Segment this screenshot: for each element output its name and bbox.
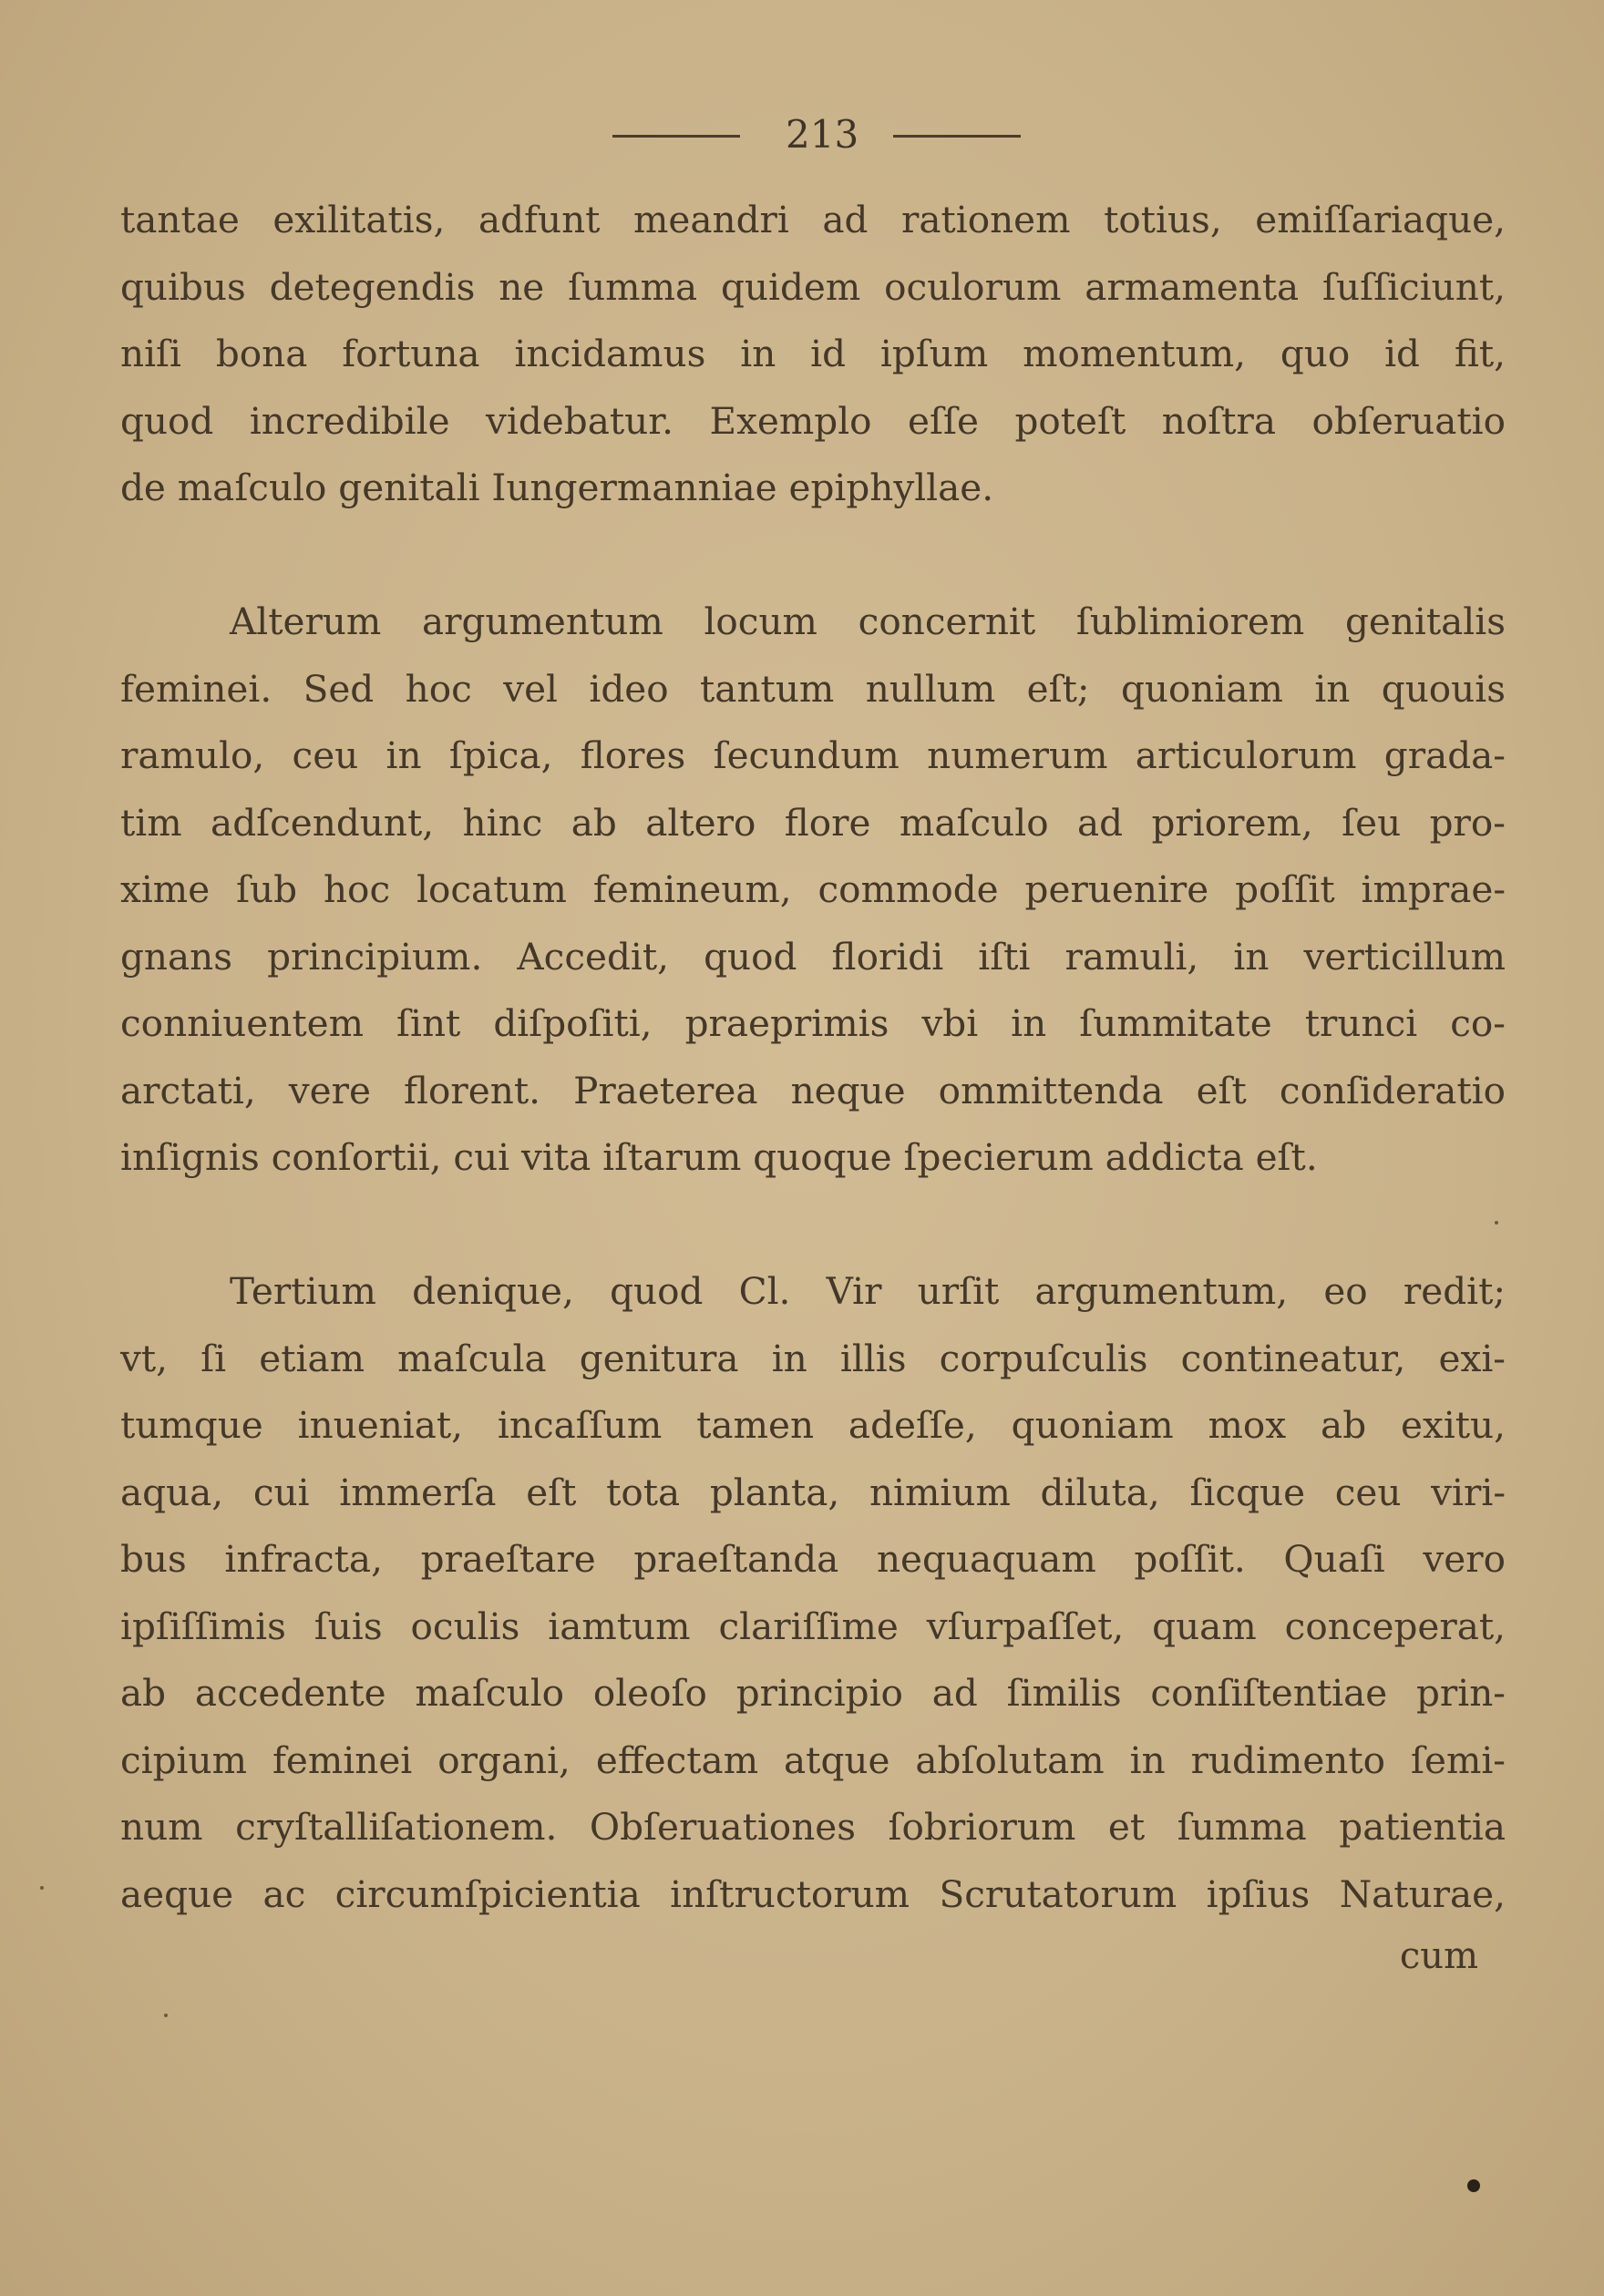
body-text — [120, 187, 1506, 1928]
text-line: conniuentem ſint diſpoſiti, praeprimis vbi in ſummitate trunci co- — [120, 1001, 1506, 1045]
paragraph-1 — [120, 187, 1506, 522]
text-line: vt, ſi etiam maſcula genitura in illis corpuſculis contineatur, exi- — [120, 1336, 1506, 1380]
text-line: aqua, cui immerſa eſt tota planta, nimium diluta, ſicque ceu viri- — [120, 1470, 1506, 1514]
text-line: ab accedente maſculo oleoſo principio ad ſimilis conſiſtentiae prin- — [120, 1671, 1506, 1715]
header-rule-left — [612, 135, 740, 138]
text-line: tim adſcendunt, hinc ab altero flore maſculo ad priorem, ſeu pro- — [120, 800, 1506, 845]
paper-speck — [40, 1886, 44, 1890]
text-line: quod incredibile videbatur. Exemplo eſſe poteſt noſtra obſeruatio — [120, 398, 1506, 443]
text-line: arctati, vere florent. Praeterea neque ommittenda eſt conſideratio — [120, 1068, 1506, 1112]
text-line: gnans principium. Accedit, quod floridi iſti ramuli, in verticillum — [120, 934, 1506, 979]
text-line: Alterum argumentum locum concernit ſublimiorem genitalis — [230, 600, 1506, 643]
page-header — [0, 108, 1604, 162]
page-number: 213 — [786, 112, 859, 157]
text-line: aeque ac circumſpicientia inſtructorum Scrutatorum ipſius Naturae, — [120, 1871, 1506, 1916]
text-line: quibus detegendis ne ſumma quidem oculorum armamenta ſuſſiciunt, — [120, 264, 1506, 309]
text-line: ramulo, ceu in ſpica, flores ſecundum numerum articulorum grada- — [120, 733, 1506, 777]
paragraph-gap — [120, 522, 1506, 589]
header-rule-right — [893, 135, 1021, 138]
paper-speck — [164, 2014, 168, 2017]
text-line: cipium feminei organi, effectam atque abſolutam in rudimento ſemi- — [120, 1737, 1506, 1782]
text-line: niſi bona fortuna incidamus in id ipſum momentum, quo id fit, — [120, 332, 1506, 375]
catchword: cum — [1399, 1935, 1478, 1977]
text-line: Tertium denique, quod Cl. Vir urſit argumentum, eo redit; — [230, 1269, 1506, 1313]
text-line: num cryſtalliſationem. Obſeruationes ſobriorum et ſumma patientia — [120, 1805, 1506, 1849]
paragraph-gap — [120, 1192, 1506, 1259]
text-line: tantae exilitatis, adfunt meandri ad rationem totius, emiſſariaque, — [120, 198, 1506, 241]
text-line: bus infracta, praeſtare praeſtanda nequaquam poſſit. Quaſi vero — [120, 1537, 1506, 1581]
text-line: tumque inueniat, incaſſum tamen adeſſe, quoniam mox ab exitu, — [120, 1403, 1506, 1447]
text-line: de maſculo genitali Iungermanniae epiphyllae. — [120, 466, 994, 509]
paragraph-2 — [120, 589, 1506, 1192]
paragraph-3 — [120, 1258, 1506, 1928]
ink-dot — [1467, 2179, 1480, 2192]
text-line: ipſiſſimis ſuis oculis iamtum clariſſime vſurpaſſet, quam conceperat, — [120, 1604, 1506, 1648]
text-line: inſignis conſortii, cui vita iſtarum quoque ſpecierum addicta eſt. — [120, 1135, 1318, 1179]
paper-speck — [1495, 1221, 1498, 1225]
text-line: xime ſub hoc locatum femineum, commode peruenire poſſit imprae- — [120, 867, 1506, 911]
text-line: feminei. Sed hoc vel ideo tantum nullum eſt; quoniam in quouis — [120, 666, 1506, 711]
catchword-container — [120, 1924, 1478, 1988]
